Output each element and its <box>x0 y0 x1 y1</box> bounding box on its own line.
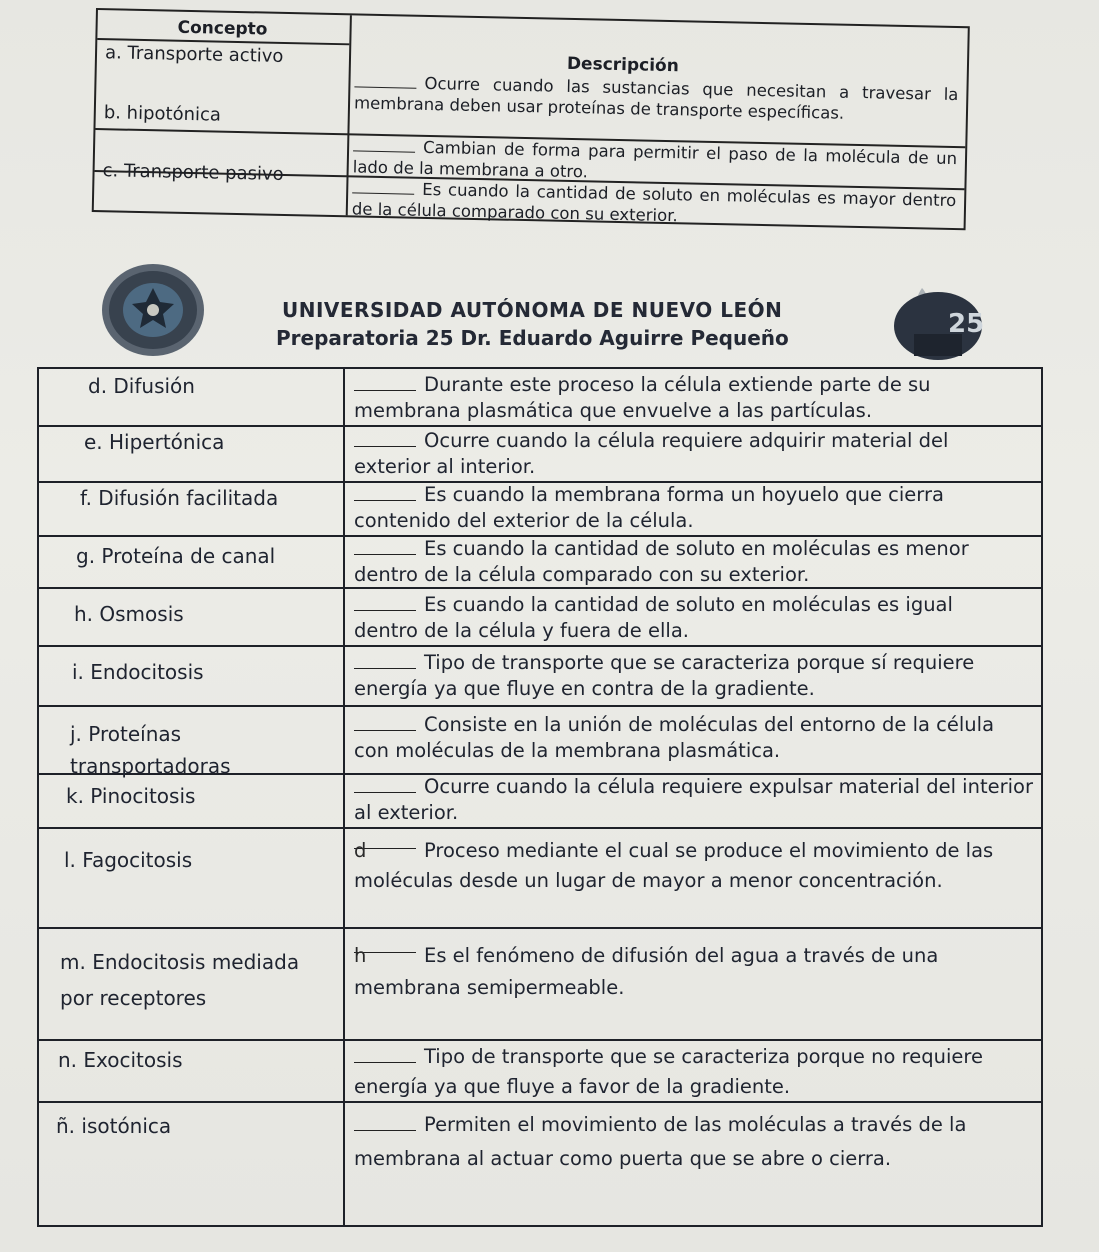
uanl-seal-icon <box>100 262 206 358</box>
description-item: Es cuando la cantidad de soluto en moléculas es mayor dentro de la célula comparado con su exterior. <box>351 179 957 226</box>
description-item: h Es el fenómeno de difusión del agua a través de una membrana semipermeable. <box>354 940 1038 1004</box>
answer-blank[interactable] <box>354 598 416 611</box>
answer-blank[interactable] <box>354 1118 416 1131</box>
concept-item: h. Osmosis <box>74 602 184 626</box>
description-item: Es cuando la cantidad de soluto en moléculas es igual dentro de la célula y fuera de ella. <box>354 593 953 642</box>
concept-item: n. Exocitosis <box>58 1048 183 1072</box>
description-item: d Proceso mediante el cual se produce el movimiento de las moléculas desde un lugar de mayor a menor concentración. <box>354 836 1038 896</box>
answer-blank[interactable] <box>354 434 416 447</box>
concept-item: f. Difusión facilitada <box>80 486 279 510</box>
answer-blank[interactable]: d <box>354 836 416 849</box>
concept-item: l. Fagocitosis <box>64 848 193 872</box>
description-item: Es cuando la membrana forma un hoyuelo que cierra contenido del exterior de la célula. <box>354 483 944 532</box>
description-item: Ocurre cuando las sustancias que necesitan a travesar la membrana deben usar proteínas de transporte específicas. <box>353 73 959 123</box>
description-item: Cambian de forma para permitir el paso de la molécula de un lado de la membrana a otro. <box>352 137 958 182</box>
top-matching-table <box>92 8 970 230</box>
university-title: UNIVERSIDAD AUTÓNOMA DE NUEVO LEÓN <box>282 298 783 322</box>
description-item: Permiten el movimiento de las moléculas a través de la membrana al actuar como puerta que se abre o cierra. <box>354 1113 967 1170</box>
description-item: Tipo de transporte que se caracteriza porque no requiere energía ya que fluye a favor de la gradiente. <box>354 1045 983 1098</box>
concept-item: m. Endocitosis mediada por receptores <box>60 950 300 1010</box>
description-item: Ocurre cuando la célula requiere expulsar material del interior al exterior. <box>354 775 1033 824</box>
concept-item: j. Proteínas transportadoras <box>70 722 231 778</box>
main-matching-table <box>36 366 1046 1229</box>
description-item: Tipo de transporte que se caracteriza porque sí requiere energía ya que fluye en contra de la gradiente. <box>354 651 975 700</box>
answer-blank[interactable] <box>354 780 416 793</box>
concept-item: e. Hipertónica <box>84 430 225 454</box>
description-item: Durante este proceso la célula extiende parte de su membrana plasmática que envuelve a las partículas. <box>354 373 931 422</box>
description-item: Es cuando la cantidad de soluto en moléculas es menor dentro de la célula comparado con su exterior. <box>354 537 969 586</box>
concept-item: c. Transporte pasivo <box>102 160 284 185</box>
answer-blank[interactable] <box>354 542 416 555</box>
concept-item: i. Endocitosis <box>72 660 204 684</box>
description-item: Consiste en la unión de moléculas del entorno de la célula con moléculas de la membrana plasmática. <box>354 713 995 762</box>
answer-blank[interactable] <box>354 378 416 391</box>
answer-blank[interactable] <box>354 1050 416 1063</box>
prepa-logo-number: 25 <box>948 309 985 339</box>
prepa-25-logo-icon <box>892 282 988 364</box>
answer-blank[interactable] <box>354 656 416 669</box>
answer-blank[interactable] <box>352 180 414 194</box>
answer-blank[interactable]: h <box>354 940 416 953</box>
concept-item: d. Difusión <box>88 374 195 398</box>
concept-item: b. hipotónica <box>103 102 222 126</box>
answer-blank[interactable] <box>354 488 416 501</box>
answer-blank[interactable] <box>354 718 416 731</box>
concept-item: k. Pinocitosis <box>66 784 196 808</box>
concept-item: a. Transporte activo <box>104 42 284 67</box>
concept-item: ñ. isotónica <box>56 1114 172 1138</box>
description-item: Ocurre cuando la célula requiere adquirir material del exterior al interior. <box>354 429 949 478</box>
description-header: Descripción <box>566 53 680 77</box>
answer-blank[interactable] <box>354 74 416 88</box>
prepa-title: Preparatoria 25 Dr. Eduardo Aguirre Pequeño <box>276 326 789 350</box>
concept-header: Concepto <box>177 17 268 40</box>
concept-item: g. Proteína de canal <box>76 544 276 568</box>
answer-blank[interactable] <box>353 138 415 152</box>
